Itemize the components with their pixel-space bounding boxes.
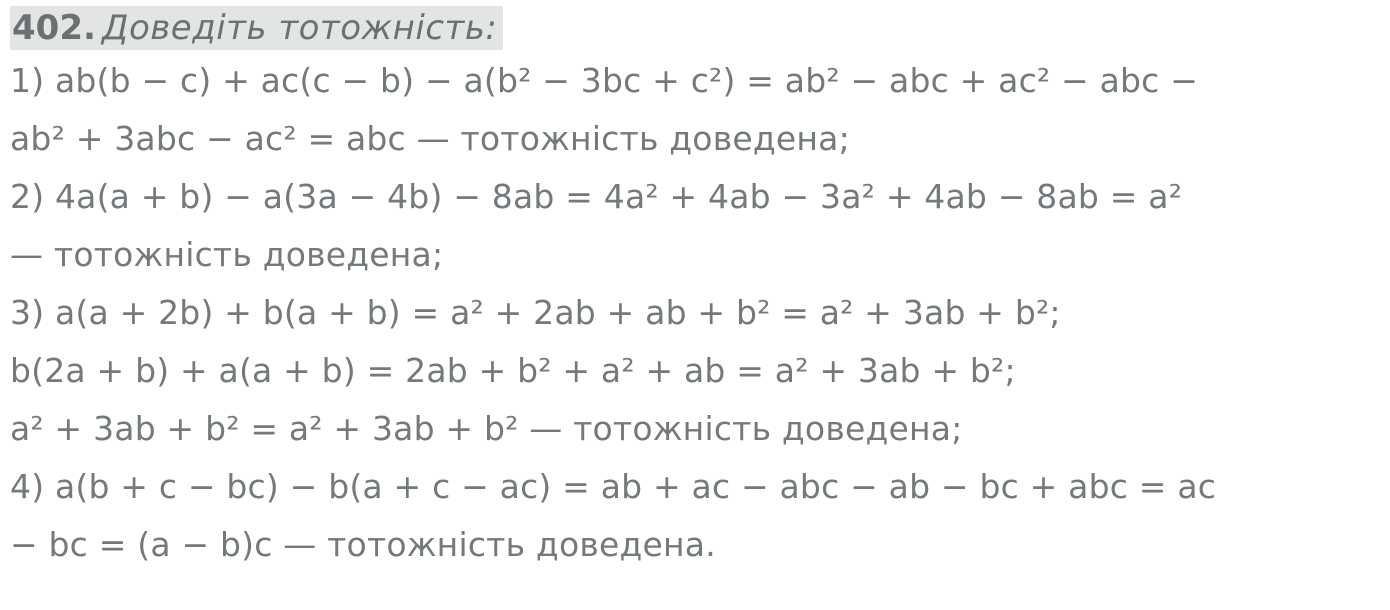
- exercise-heading: [0, 0, 1390, 52]
- solution-line: b(2a + b) + a(a + b) = 2ab + b² + a² + ab = a² + 3ab + b²;: [10, 351, 1016, 390]
- solution-line: ab² + 3abc − ac² = abc — тотожність доведена;: [10, 119, 850, 158]
- solution-line: − bc = (a − b)c — тотожність доведена.: [10, 525, 716, 564]
- exercise-title: Доведіть тотожність:: [100, 6, 503, 50]
- solution-line: 4) a(b + c − bc) − b(a + c − ac) = ab + ac − abc − ab − bc + abc = ac: [10, 467, 1217, 506]
- solution-line: 1) ab(b − c) + ac(c − b) − a(b² − 3bc + c²) = ab² − abc + ac² − abc −: [10, 61, 1199, 100]
- solution-line: — тотожність доведена;: [10, 235, 444, 274]
- solution-line: a² + 3ab + b² = a² + 3ab + b² — тотожність доведена;: [10, 409, 963, 448]
- solution-line: 2) 4a(a + b) − a(3a − 4b) − 8ab = 4a² + 4ab − 3a² + 4ab − 8ab = a²: [10, 177, 1183, 216]
- exercise-number: 402.: [10, 6, 100, 50]
- solution-line: 3) a(a + 2b) + b(a + b) = a² + 2ab + ab + b² = a² + 3ab + b²;: [10, 293, 1061, 332]
